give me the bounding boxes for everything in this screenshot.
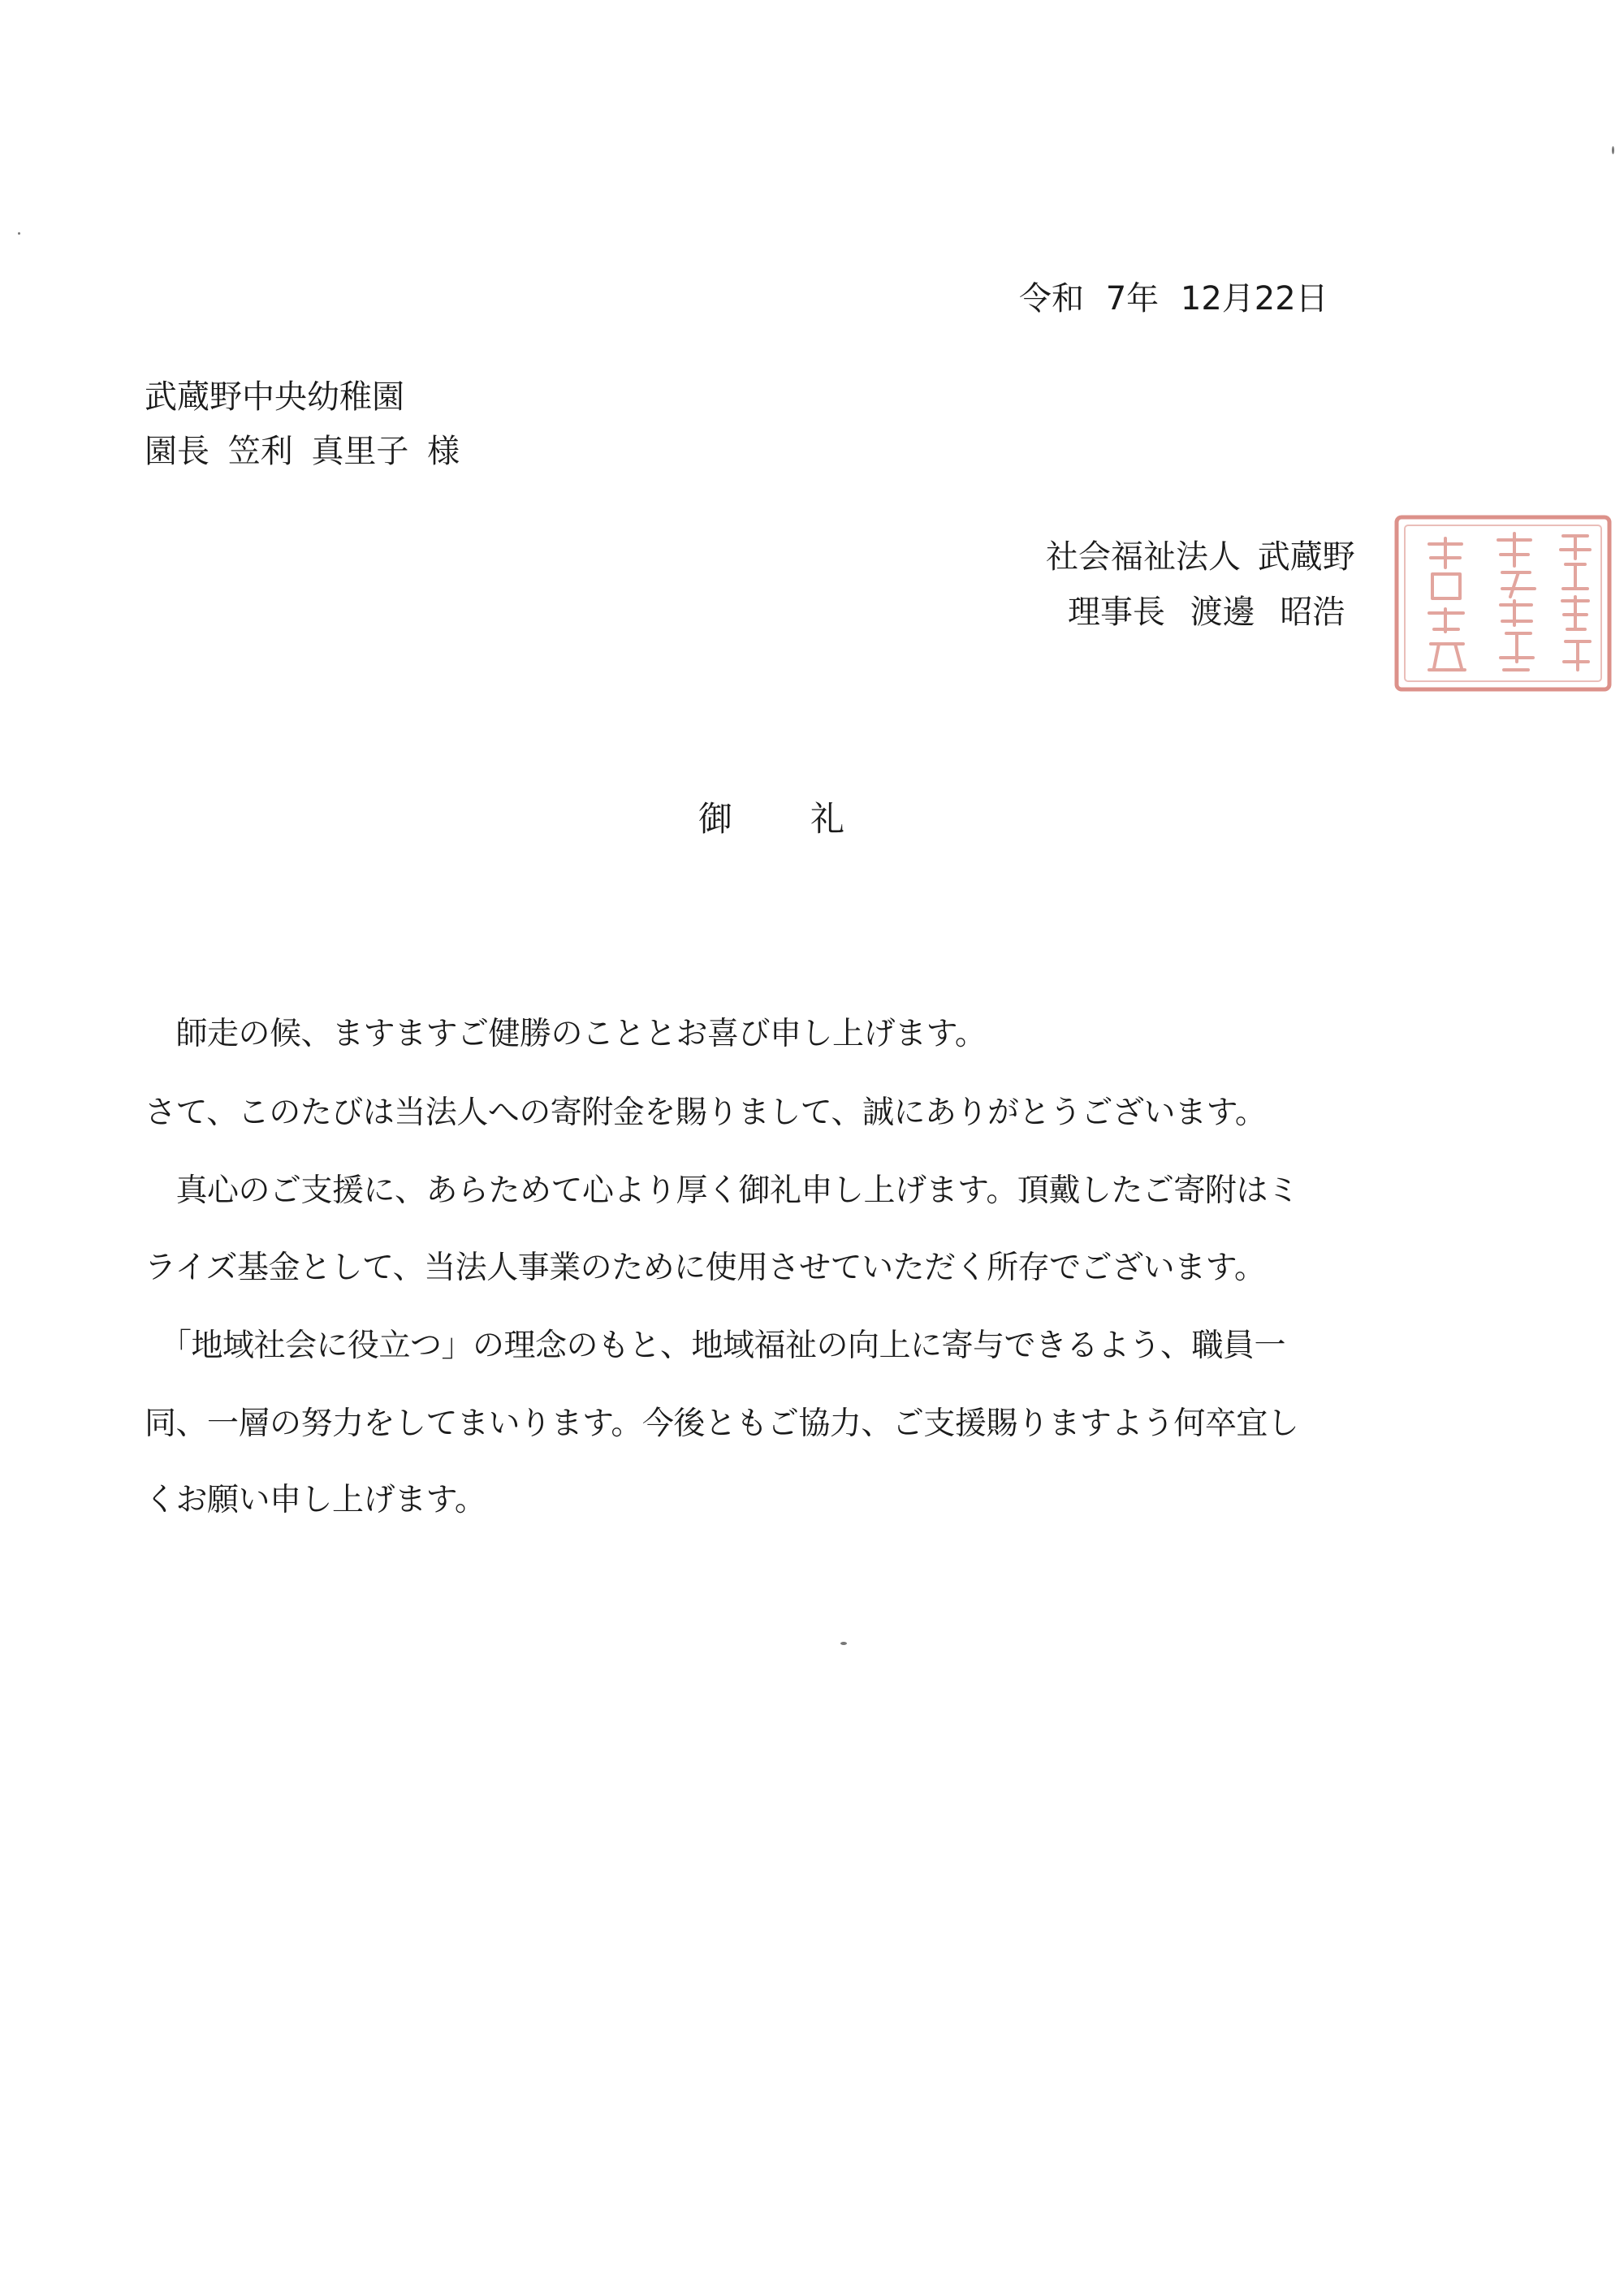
letter-date: 令和 7年 12月22日 [1019, 280, 1328, 317]
sender-organization: 社会福祉法人 武蔵野 [1046, 538, 1355, 576]
body-line: 真心のご支援に、あらためて心より厚く御礼申し上げます。頂戴したご寄附はミ [145, 1172, 1299, 1209]
recipient-name: 園長 笠利 真里子 様 [145, 433, 460, 470]
scan-speck [18, 232, 20, 235]
body-line: 師走の候、ますますご健勝のこととお喜び申し上げます。 [145, 1016, 987, 1052]
sender-name: 理事長 渡邊 昭浩 [1068, 594, 1345, 631]
official-seal-stamp [1380, 499, 1624, 702]
body-line: さて、このたびは当法人への寄附金を賜りまして、誠にありがとうございます。 [145, 1095, 1267, 1131]
body-line: 「地域社会に役立つ」の理念のもと、地域福祉の向上に寄与できるよう、職員一 [145, 1328, 1286, 1364]
scan-speck [1612, 146, 1614, 154]
scan-speck [840, 1642, 847, 1645]
letter-title: 御礼 [698, 799, 923, 839]
body-line: 同、一層の努力をしてまいります。今後ともご協力、ご支援賜りますよう何卒宜し [145, 1406, 1299, 1442]
recipient-organization: 武蔵野中央幼稚園 [145, 378, 404, 416]
body-line: くお願い申し上げます。 [145, 1482, 486, 1518]
body-line: ライズ基金として、当法人事業のために使用させていただく所存でございます。 [145, 1250, 1266, 1286]
